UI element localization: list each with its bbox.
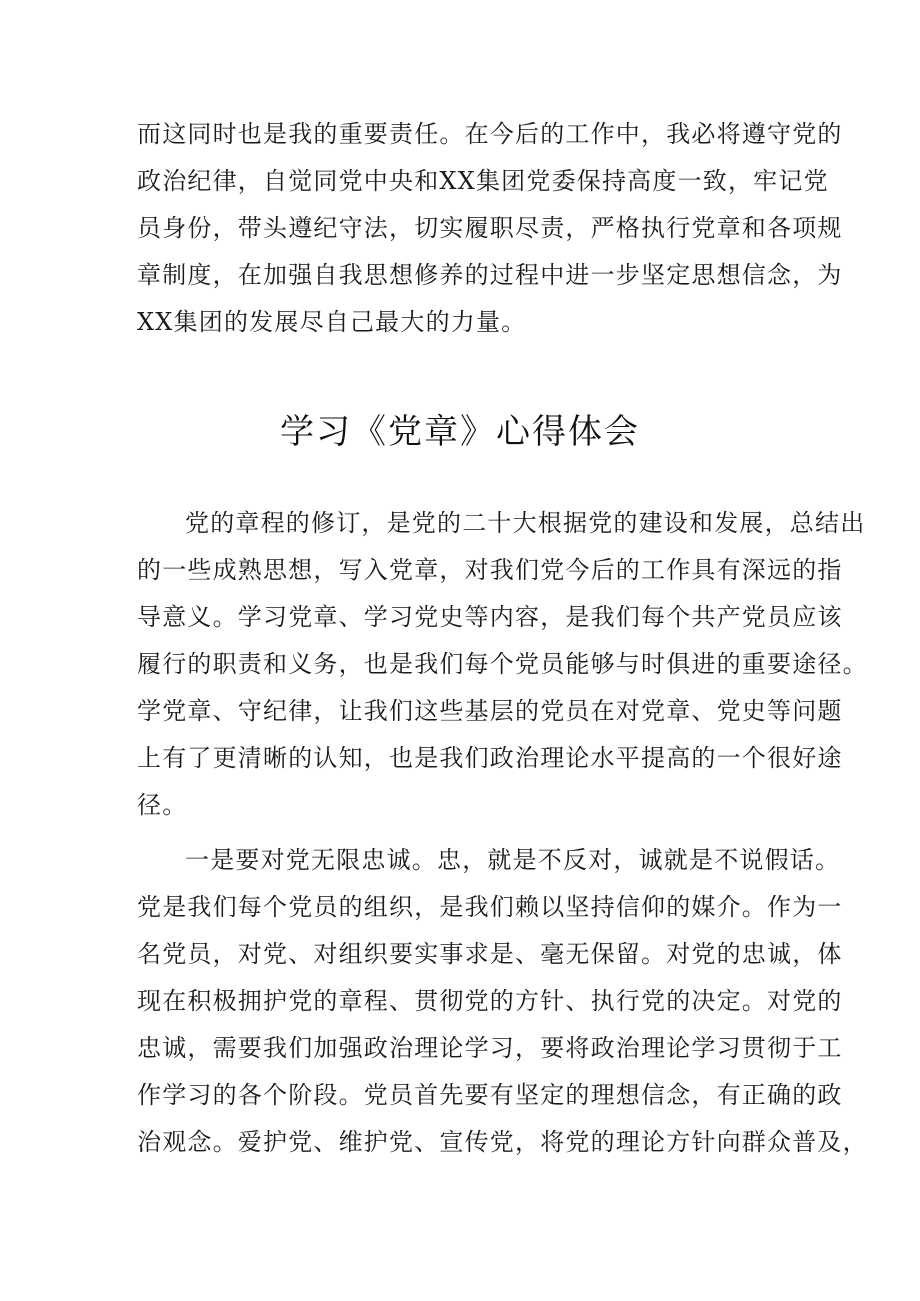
continued-paragraph-line: 而这同时也是我的重要责任。在今后的工作中，我必将遵守党的 xyxy=(137,120,843,148)
paragraph-line: 学党章、守纪律，让我们这些基层的党员在对党章、党史等问题 xyxy=(137,697,843,725)
paragraph-line: 上有了更清晰的认知，也是我们政治理论水平提高的一个很好途 xyxy=(137,744,843,772)
continued-paragraph-line: XX集团的发展尽自己最大的力量。 xyxy=(137,308,527,336)
paragraph-line: 一是要对党无限忠诚。忠，就是不反对，诚就是不说假话。 xyxy=(185,846,841,874)
paragraph-line: 作学习的各个阶段。党员首先要有坚定的理想信念，有正确的政 xyxy=(137,1081,843,1109)
continued-paragraph-line: 政治纪律，自觉同党中央和XX集团党委保持高度一致，牢记党 xyxy=(137,167,829,195)
paragraph-line: 的一些成熟思想，写入党章，对我们党今后的工作具有深远的指 xyxy=(137,556,843,584)
paragraph-line: 党的章程的修订，是党的二十大根据党的建设和发展，总结出 xyxy=(185,509,866,537)
paragraph-line: 忠诚，需要我们加强政治理论学习，要将政治理论学习贯彻于工 xyxy=(137,1034,843,1062)
paragraph-line: 党是我们每个党员的组织，是我们赖以坚持信仰的媒介。作为一 xyxy=(137,893,843,921)
continued-paragraph-line: 员身份，带头遵纪守法，切实履职尽责，严格执行党章和各项规 xyxy=(137,214,843,242)
continued-paragraph-line: 章制度，在加强自我思想修养的过程中进一步坚定思想信念，为 xyxy=(137,261,843,289)
paragraph-line: 履行的职责和义务，也是我们每个党员能够与时俱进的重要途径。 xyxy=(137,650,868,678)
paragraph-line: 导意义。学习党章、学习党史等内容，是我们每个共产党员应该 xyxy=(137,603,843,631)
paragraph-line: 径。 xyxy=(137,791,188,819)
document-title: 学习《党章》心得体会 xyxy=(280,412,640,452)
paragraph-line: 现在积极拥护党的章程、贯彻党的方针、执行党的决定。对党的 xyxy=(137,987,843,1015)
paragraph-line: 名党员，对党、对组织要实事求是、毫无保留。对党的忠诚，体 xyxy=(137,940,843,968)
paragraph-line: 治观念。爱护党、维护党、宣传党，将党的理论方针向群众普及， xyxy=(137,1128,868,1156)
